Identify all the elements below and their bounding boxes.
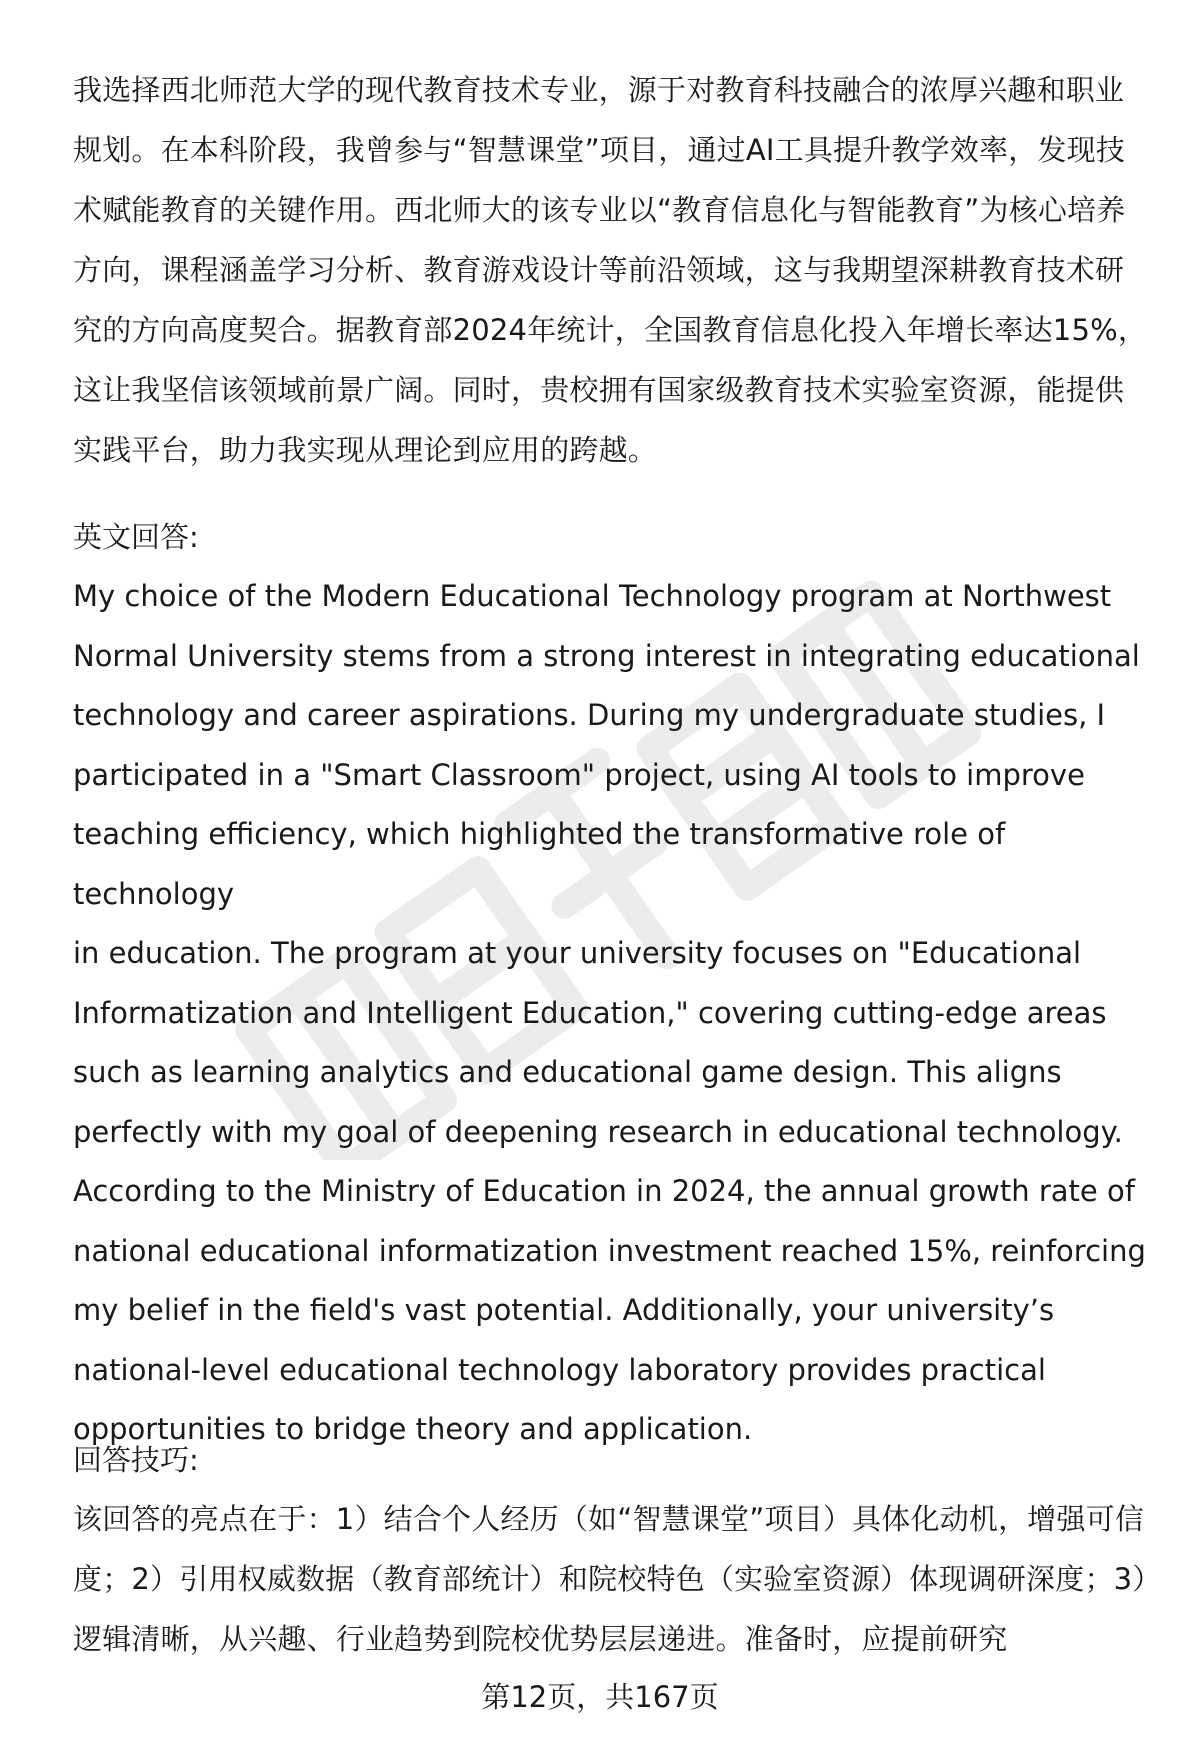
english-answer-heading: 英文回答: (73, 520, 199, 554)
answer-tips-paragraph: 该回答的亮点在于：1）结合个人经历（如“智慧课堂”项目）具体化动机，增强可信度；2）引用权威数据（教育部统计）和院校特色（实验室资源）体现调研深度；3）逻辑清晰，从兴趣、行业趋势到院校优势层层递进。准备时，应提前研究 (73, 1502, 1148, 1656)
chinese-answer-paragraph: 我选择西北师范大学的现代教育技术专业，源于对教育科技融合的浓厚兴趣和职业规划。在本科阶段，我曾参与“智慧课堂”项目，通过AI工具提升教学效率，发现技术赋能教育的关键作用。西北师大的该专业以“教育信息化与智能教育”为核心培养方向，课程涵盖学习分析、教育游戏设计等前沿领域，这与我期望深耕教育技术研究的方向高度契合。据教育部2024年统计，全国教育信息化投入年增长率达15%，这让我坚信该领域前景广阔。同时，贵校拥有国家级教育技术实验室资源，能提供实践平台，助力我实现从理论到应用的跨越。 (73, 73, 1148, 467)
page-number-footer: 第12页，共167页 (481, 1680, 719, 1714)
answer-tips-heading: 回答技巧: (73, 1443, 199, 1477)
english-answer-paragraph: My choice of the Modern Educational Technology program at Northwest Normal University stems from a strong interest in integrating educational technology and career aspirations. During my undergraduate studies, I participated in a "Smart Classroom" project, using AI tools to improve teaching efficiency, which highlighted the transformative role of technology in education. The program at your university focuses on "Educational Informatization and Intelligent Education," covering cutting-edge areas such as learning analytics and educational game design. This aligns perfectly with my goal of deepening research in educational technology. According to the Ministry of Education in 2024, the annual growth rate of national educational informatization investment reached 15%, reinforcing my belief in the field's vast potential. Additionally, your university’s national-level educational technology laboratory provides practical opportunities to bridge theory and application. (73, 579, 1146, 1446)
